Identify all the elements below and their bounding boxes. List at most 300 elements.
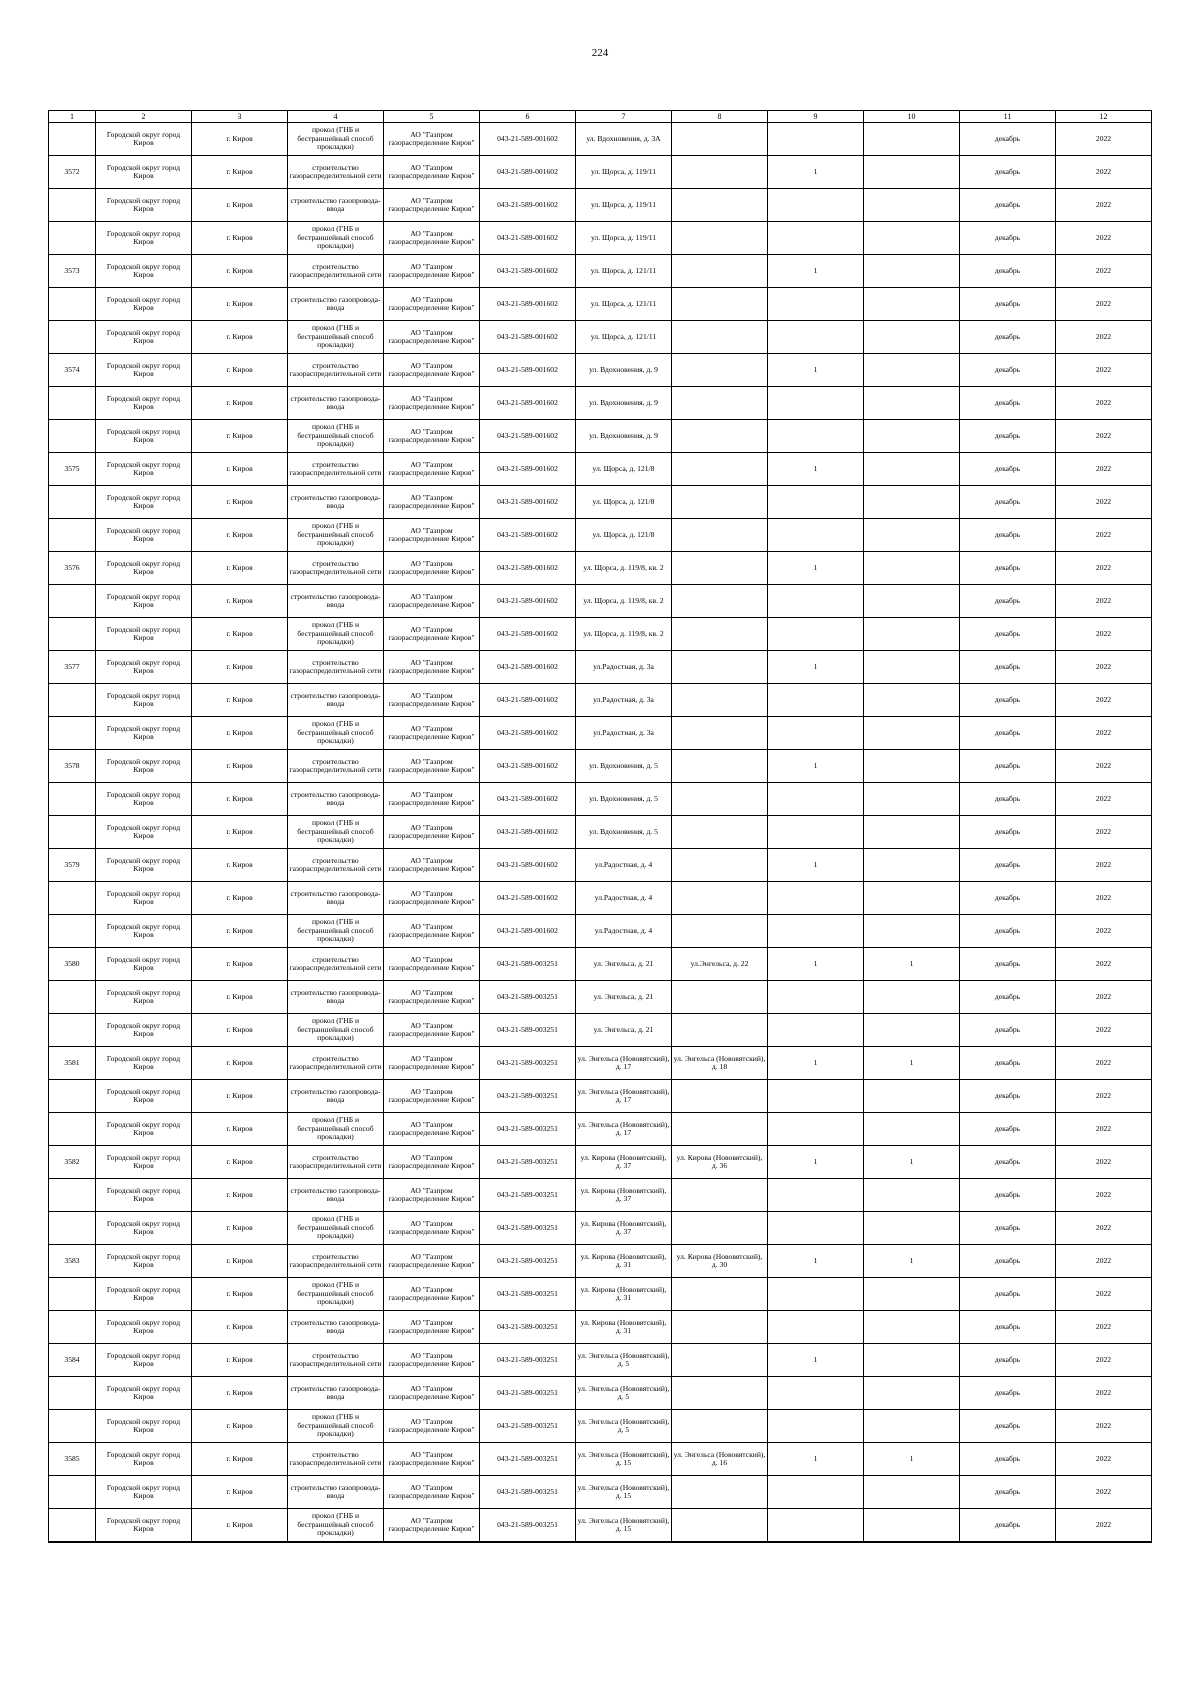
cell-permit-number	[480, 1080, 576, 1113]
cell-text: Городской округ город Киров	[106, 1384, 181, 1401]
cell-row-number	[49, 189, 96, 222]
cell-text: ул. Кирова (Нововятский), д. 31	[580, 1318, 667, 1335]
cell-work-type	[288, 1476, 384, 1509]
cell-organization	[384, 1080, 480, 1113]
cell-text: 2022	[1095, 1322, 1112, 1331]
cell-text: г. Киров	[226, 1256, 253, 1265]
cell-settlement	[192, 882, 288, 915]
cell-settlement	[192, 486, 288, 519]
cell-text: 2022	[1095, 827, 1112, 836]
cell-permit-number	[480, 420, 576, 453]
table-row	[49, 981, 1152, 1014]
cell-permit-number	[480, 1014, 576, 1047]
cell-count-b	[864, 882, 960, 915]
cell-text: г. Киров	[226, 1388, 253, 1397]
cell-municipality	[96, 750, 192, 783]
cell-permit-number	[480, 585, 576, 618]
cell-work-type	[288, 519, 384, 552]
cell-row-number	[49, 1080, 96, 1113]
cell-row-number	[49, 486, 96, 519]
page-number: 224	[591, 47, 609, 59]
cell-count-b	[864, 288, 960, 321]
cell-text: 043-21-589-003251	[497, 1223, 558, 1232]
cell-text: 043-21-589-001602	[497, 728, 558, 737]
cell-organization	[384, 453, 480, 486]
cell-municipality	[96, 321, 192, 354]
cell-municipality	[96, 948, 192, 981]
cell-permit-number	[480, 1179, 576, 1212]
cell-text: ул. Щорса, д. 119/11	[590, 200, 657, 209]
cell-text: Городской округ город Киров	[106, 163, 181, 180]
table-row	[49, 750, 1152, 783]
cell-text: прокол (ГНБ и бестраншейный способ прокладки)	[297, 918, 374, 944]
column-header-7: 7	[576, 111, 672, 123]
table-row	[49, 1047, 1152, 1080]
cell-text: 2022	[1095, 1454, 1112, 1463]
cell-text: АО "Газпром газораспределение Киров"	[388, 526, 475, 543]
table-row	[49, 1410, 1152, 1443]
cell-text: АО "Газпром газораспределение Киров"	[388, 1450, 475, 1467]
cell-month	[960, 1080, 1056, 1113]
cell-text: г. Киров	[226, 1058, 253, 1067]
cell-text: декабрь	[994, 365, 1021, 374]
cell-municipality	[96, 255, 192, 288]
cell-work-type	[288, 651, 384, 684]
cell-permit-number	[480, 486, 576, 519]
cell-year	[1056, 618, 1152, 651]
cell-month	[960, 1179, 1056, 1212]
cell-count-b	[864, 717, 960, 750]
cell-year	[1056, 750, 1152, 783]
cell-text: 1	[813, 1157, 818, 1166]
cell-text: строительство газораспределительной сети	[289, 1054, 382, 1071]
cell-address	[576, 915, 672, 948]
cell-count-a	[768, 1080, 864, 1113]
cell-address-alt	[672, 849, 768, 882]
cell-text: АО "Газпром газораспределение Киров"	[388, 295, 475, 312]
cell-month	[960, 1014, 1056, 1047]
cell-text: Городской округ город Киров	[106, 1417, 181, 1434]
cell-text: ул. Щорса, д. 119/8, кв. 2	[583, 629, 664, 638]
cell-text: АО "Газпром газораспределение Киров"	[388, 1318, 475, 1335]
cell-settlement	[192, 354, 288, 387]
cell-text: 043-21-589-001602	[497, 893, 558, 902]
cell-text: 1	[813, 1058, 818, 1067]
cell-permit-number	[480, 816, 576, 849]
cell-text: Городской округ город Киров	[106, 460, 181, 477]
column-header-12: 12	[1056, 111, 1152, 123]
cell-organization	[384, 123, 480, 156]
cell-text: ул. Кирова (Нововятский), д. 31	[580, 1285, 667, 1302]
cell-row-number	[49, 717, 96, 750]
cell-text: Городской округ город Киров	[106, 724, 181, 741]
cell-count-a	[768, 189, 864, 222]
cell-permit-number	[480, 1509, 576, 1543]
cell-address	[576, 255, 672, 288]
cell-text: ул. Энгельса (Нововятский), д. 15	[577, 1483, 670, 1500]
cell-text: 043-21-589-001602	[497, 794, 558, 803]
cell-text: Городской округ город Киров	[106, 889, 181, 906]
cell-text: 2022	[1095, 233, 1112, 242]
cell-count-b	[864, 948, 960, 981]
cell-municipality	[96, 1047, 192, 1080]
cell-text: 2022	[1095, 1355, 1112, 1364]
cell-text: 2022	[1095, 992, 1112, 1001]
cell-text: 2022	[1095, 926, 1112, 935]
cell-text: 043-21-589-001602	[497, 563, 558, 572]
cell-organization	[384, 948, 480, 981]
cell-text: декабрь	[994, 959, 1021, 968]
cell-year	[1056, 321, 1152, 354]
cell-address-alt	[672, 750, 768, 783]
cell-text: 2022	[1095, 761, 1112, 770]
cell-text: 2022	[1095, 134, 1112, 143]
cell-count-a	[768, 1509, 864, 1543]
cell-count-a	[768, 1476, 864, 1509]
cell-count-b	[864, 1245, 960, 1278]
cell-text: строительство газораспределительной сети	[289, 757, 382, 774]
cell-text: строительство газораспределительной сети	[289, 955, 382, 972]
cell-count-a	[768, 1047, 864, 1080]
cell-row-number	[49, 1179, 96, 1212]
cell-address	[576, 1278, 672, 1311]
cell-organization	[384, 849, 480, 882]
cell-text: декабрь	[994, 926, 1021, 935]
cell-organization	[384, 1476, 480, 1509]
cell-month	[960, 288, 1056, 321]
cell-text: декабрь	[994, 1289, 1021, 1298]
cell-year	[1056, 651, 1152, 684]
table-row	[49, 1245, 1152, 1278]
cell-count-a	[768, 123, 864, 156]
column-header-11: 11	[960, 111, 1056, 123]
cell-count-b	[864, 618, 960, 651]
cell-text: декабрь	[994, 1388, 1021, 1397]
cell-row-number	[49, 1311, 96, 1344]
cell-text: ул. Кирова (Нововятский), д. 36	[676, 1153, 763, 1170]
cell-municipality	[96, 1509, 192, 1543]
cell-row-number	[49, 420, 96, 453]
table-row	[49, 1311, 1152, 1344]
cell-text: 2022	[1095, 959, 1112, 968]
cell-address	[576, 321, 672, 354]
cell-permit-number	[480, 354, 576, 387]
cell-settlement	[192, 288, 288, 321]
column-header-10: 10	[864, 111, 960, 123]
cell-organization	[384, 1212, 480, 1245]
cell-address-alt	[672, 915, 768, 948]
cell-month	[960, 486, 1056, 519]
cell-text: Городской округ город Киров	[106, 295, 181, 312]
cell-text: Городской округ город Киров	[106, 1285, 181, 1302]
cell-municipality	[96, 222, 192, 255]
table-row	[49, 1443, 1152, 1476]
cell-text: 3574	[64, 365, 80, 374]
cell-text: декабрь	[994, 761, 1021, 770]
cell-text: прокол (ГНБ и бестраншейный способ прокладки)	[297, 1215, 374, 1241]
cell-text: г. Киров	[226, 1289, 253, 1298]
cell-work-type	[288, 1410, 384, 1443]
cell-text: г. Киров	[226, 1157, 253, 1166]
cell-text: Городской округ город Киров	[106, 1318, 181, 1335]
cell-text: ул. Кирова (Нововятский), д. 37	[580, 1153, 667, 1170]
cell-address	[576, 684, 672, 717]
cell-organization	[384, 222, 480, 255]
cell-address	[576, 354, 672, 387]
cell-text: Городской округ город Киров	[106, 1450, 181, 1467]
cell-text: Городской округ город Киров	[106, 1483, 181, 1500]
table-row	[49, 1146, 1152, 1179]
cell-count-a	[768, 684, 864, 717]
cell-text: ул.Радостная, д. 3а	[593, 662, 654, 671]
cell-address	[576, 1212, 672, 1245]
cell-text: г. Киров	[226, 728, 253, 737]
cell-row-number	[49, 1146, 96, 1179]
cell-settlement	[192, 156, 288, 189]
cell-text: 3572	[64, 167, 80, 176]
cell-text: 3581	[64, 1058, 80, 1067]
cell-count-b	[864, 684, 960, 717]
cell-text: Городской округ город Киров	[106, 1087, 181, 1104]
cell-permit-number	[480, 453, 576, 486]
cell-organization	[384, 1179, 480, 1212]
cell-address-alt	[672, 585, 768, 618]
cell-text: 2022	[1095, 1223, 1112, 1232]
cell-text: Городской округ город Киров	[106, 856, 181, 873]
cell-text: 2022	[1095, 1520, 1112, 1529]
table-row	[49, 123, 1152, 156]
table-row	[49, 354, 1152, 387]
table-row	[49, 948, 1152, 981]
cell-text: декабрь	[994, 1091, 1021, 1100]
cell-permit-number	[480, 1311, 576, 1344]
column-header-9: 9	[768, 111, 864, 123]
cell-row-number	[49, 684, 96, 717]
cell-year	[1056, 1278, 1152, 1311]
cell-settlement	[192, 1146, 288, 1179]
cell-work-type	[288, 420, 384, 453]
cell-text: 1	[813, 464, 818, 473]
cell-text: ул. Энгельса, д. 21	[593, 1025, 654, 1034]
cell-row-number	[49, 750, 96, 783]
cell-address	[576, 1476, 672, 1509]
cell-text: 3576	[64, 563, 80, 572]
gasification-table-container	[48, 110, 1151, 1543]
cell-municipality	[96, 1344, 192, 1377]
cell-settlement	[192, 618, 288, 651]
cell-address	[576, 882, 672, 915]
cell-month	[960, 189, 1056, 222]
cell-text: 2022	[1095, 629, 1112, 638]
cell-text: строительство газораспределительной сети	[289, 1450, 382, 1467]
cell-municipality	[96, 552, 192, 585]
cell-text: Городской округ город Киров	[106, 1054, 181, 1071]
cell-address-alt	[672, 123, 768, 156]
cell-settlement	[192, 1344, 288, 1377]
cell-count-b	[864, 1410, 960, 1443]
table-row	[49, 189, 1152, 222]
cell-municipality	[96, 1179, 192, 1212]
cell-text: Городской округ город Киров	[106, 955, 181, 972]
cell-month	[960, 1113, 1056, 1146]
cell-work-type	[288, 189, 384, 222]
cell-text: Городской округ город Киров	[106, 427, 181, 444]
cell-settlement	[192, 1377, 288, 1410]
cell-settlement	[192, 1047, 288, 1080]
table-row	[49, 717, 1152, 750]
cell-text: строительство газопровода-ввода	[290, 196, 381, 213]
cell-text: 043-21-589-003251	[497, 1091, 558, 1100]
cell-count-a	[768, 651, 864, 684]
cell-text: декабрь	[994, 233, 1021, 242]
cell-year	[1056, 519, 1152, 552]
cell-text: АО "Газпром газораспределение Киров"	[388, 988, 475, 1005]
cell-text: ул.Радостная, д. 3а	[593, 728, 654, 737]
cell-count-a	[768, 354, 864, 387]
cell-permit-number	[480, 849, 576, 882]
cell-row-number	[49, 387, 96, 420]
cell-text: 043-21-589-003251	[497, 1289, 558, 1298]
cell-text: 2022	[1095, 662, 1112, 671]
cell-address-alt	[672, 717, 768, 750]
cell-count-a	[768, 1146, 864, 1179]
cell-text: строительство газопровода-ввода	[290, 1384, 381, 1401]
cell-text: Городской округ город Киров	[106, 625, 181, 642]
cell-text: строительство газопровода-ввода	[290, 790, 381, 807]
cell-month	[960, 123, 1056, 156]
cell-text: 2022	[1095, 266, 1112, 275]
cell-text: г. Киров	[226, 365, 253, 374]
cell-text: АО "Газпром газораспределение Киров"	[388, 262, 475, 279]
cell-address	[576, 288, 672, 321]
cell-text: АО "Газпром газораспределение Киров"	[388, 427, 475, 444]
cell-text: 2022	[1095, 398, 1112, 407]
cell-count-a	[768, 618, 864, 651]
cell-count-b	[864, 519, 960, 552]
cell-address-alt	[672, 816, 768, 849]
cell-text: декабрь	[994, 200, 1021, 209]
cell-text: 043-21-589-003251	[497, 1124, 558, 1133]
cell-year	[1056, 387, 1152, 420]
cell-text: 2022	[1095, 1388, 1112, 1397]
cell-text: 043-21-589-003251	[497, 1256, 558, 1265]
cell-text: строительство газопровода-ввода	[290, 1318, 381, 1335]
cell-month	[960, 849, 1056, 882]
cell-text: ул. Энгельса, д. 21	[593, 992, 654, 1001]
table-row	[49, 1509, 1152, 1543]
cell-settlement	[192, 981, 288, 1014]
cell-work-type	[288, 849, 384, 882]
cell-work-type	[288, 255, 384, 288]
cell-text: строительство газопровода-ввода	[290, 1087, 381, 1104]
cell-row-number	[49, 849, 96, 882]
cell-month	[960, 1443, 1056, 1476]
cell-text: г. Киров	[226, 332, 253, 341]
cell-address	[576, 189, 672, 222]
cell-year	[1056, 255, 1152, 288]
cell-year	[1056, 1410, 1152, 1443]
cell-work-type	[288, 321, 384, 354]
cell-organization	[384, 1278, 480, 1311]
cell-text: 1	[813, 365, 818, 374]
cell-count-b	[864, 1377, 960, 1410]
cell-text: г. Киров	[226, 1487, 253, 1496]
cell-address	[576, 948, 672, 981]
cell-organization	[384, 717, 480, 750]
cell-text: АО "Газпром газораспределение Киров"	[388, 328, 475, 345]
cell-work-type	[288, 1212, 384, 1245]
cell-text: 2022	[1095, 1124, 1112, 1133]
cell-address-alt	[672, 420, 768, 453]
cell-text: ул. Вдохновения, д. 5	[589, 761, 658, 770]
cell-count-a	[768, 882, 864, 915]
cell-address-alt	[672, 1509, 768, 1543]
cell-permit-number	[480, 123, 576, 156]
cell-address-alt	[672, 354, 768, 387]
cell-text: АО "Газпром газораспределение Киров"	[388, 691, 475, 708]
table-row	[49, 420, 1152, 453]
cell-text: 043-21-589-003251	[497, 959, 558, 968]
cell-text: АО "Газпром газораспределение Киров"	[388, 130, 475, 147]
cell-text: строительство газораспределительной сети	[289, 856, 382, 873]
cell-settlement	[192, 1080, 288, 1113]
cell-organization	[384, 1245, 480, 1278]
cell-text: АО "Газпром газораспределение Киров"	[388, 955, 475, 972]
cell-text: 2022	[1095, 167, 1112, 176]
cell-municipality	[96, 123, 192, 156]
cell-address-alt	[672, 288, 768, 321]
cell-count-b	[864, 750, 960, 783]
cell-year	[1056, 783, 1152, 816]
cell-work-type	[288, 618, 384, 651]
cell-text: ул.Радостная, д. 4	[594, 893, 653, 902]
cell-municipality	[96, 1113, 192, 1146]
cell-text: г. Киров	[226, 1355, 253, 1364]
cell-text: ул. Щорса, д. 119/8, кв. 2	[583, 563, 664, 572]
cell-settlement	[192, 1278, 288, 1311]
table-row	[49, 816, 1152, 849]
cell-address-alt	[672, 1344, 768, 1377]
cell-municipality	[96, 486, 192, 519]
cell-organization	[384, 156, 480, 189]
cell-text: Городской округ город Киров	[106, 1186, 181, 1203]
cell-settlement	[192, 1311, 288, 1344]
cell-organization	[384, 651, 480, 684]
cell-text: 2022	[1095, 860, 1112, 869]
cell-text: г. Киров	[226, 860, 253, 869]
cell-text: 1	[813, 1355, 818, 1364]
cell-year	[1056, 1476, 1152, 1509]
cell-text: 043-21-589-003251	[497, 1058, 558, 1067]
cell-text: Городской округ город Киров	[106, 823, 181, 840]
cell-text: 3577	[64, 662, 80, 671]
cell-organization	[384, 618, 480, 651]
table-row	[49, 915, 1152, 948]
cell-settlement	[192, 222, 288, 255]
column-header-5: 5	[384, 111, 480, 123]
cell-organization	[384, 519, 480, 552]
cell-text: 3582	[64, 1157, 80, 1166]
cell-settlement	[192, 1113, 288, 1146]
cell-text: ул. Энгельса (Нововятский), д. 15	[577, 1450, 670, 1467]
cell-organization	[384, 1014, 480, 1047]
cell-text: декабрь	[994, 629, 1021, 638]
cell-text: 1	[909, 1157, 914, 1166]
cell-text: прокол (ГНБ и бестраншейный способ прокладки)	[297, 423, 374, 449]
cell-row-number	[49, 1410, 96, 1443]
cell-municipality	[96, 849, 192, 882]
cell-text: декабрь	[994, 464, 1021, 473]
